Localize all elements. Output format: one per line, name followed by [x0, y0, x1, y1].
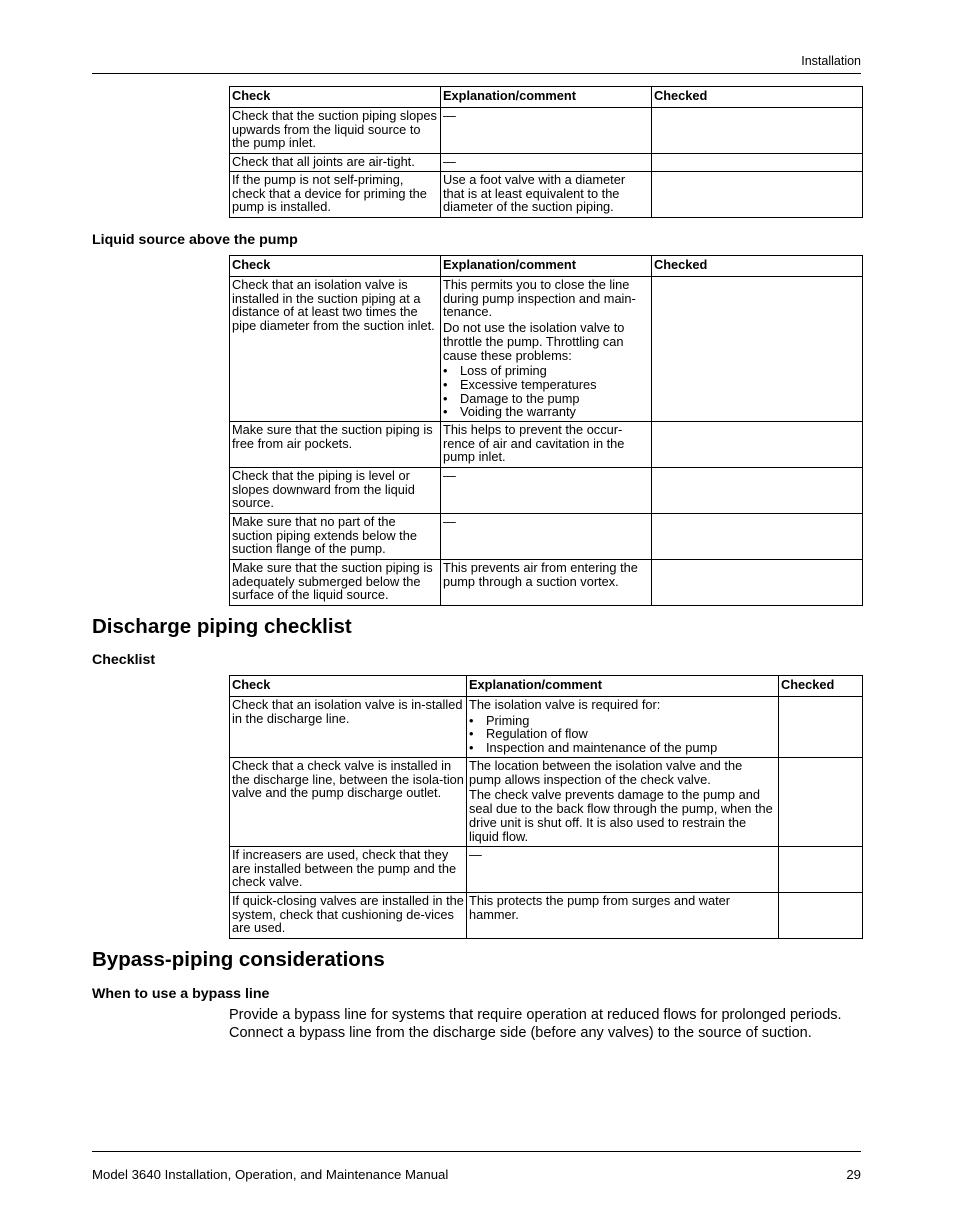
check-cell: Check that the piping is level or slopes downward from the liquid source.	[230, 468, 441, 514]
liquid-source-table	[229, 255, 863, 606]
table-row	[230, 108, 863, 154]
checked-cell	[779, 893, 863, 939]
comment-cell	[441, 277, 652, 422]
checked-cell	[652, 277, 863, 422]
table-row	[230, 468, 863, 514]
list-item: • Inspection and maintenance of the pump	[469, 741, 776, 755]
checked-cell	[779, 847, 863, 893]
column-header-checked: Checked	[652, 256, 863, 277]
comment-cell	[467, 697, 779, 758]
column-header-check: Check	[230, 256, 441, 277]
list-item: • Regulation of flow	[469, 727, 776, 741]
table-row	[230, 697, 863, 758]
comment-cell	[467, 758, 779, 847]
list-item: • Loss of priming	[443, 364, 649, 378]
check-cell: Make sure that the suction piping is adequately submerged below the surface of the liquid source.	[230, 560, 441, 606]
checked-cell	[652, 172, 863, 218]
check-cell: Check that all joints are air-tight.	[230, 154, 441, 172]
table-header-row	[230, 256, 863, 277]
section-title-bypass: Bypass-piping considerations	[92, 948, 385, 971]
column-header-checked: Checked	[779, 676, 863, 697]
column-header-comment: Explanation/comment	[467, 676, 779, 697]
comment-cell: Use a foot valve with a diameter that is at least equivalent to the diameter of the suction piping.	[441, 172, 652, 218]
comment-paragraph: This permits you to close the line during pump inspection and main-tenance.	[443, 277, 636, 320]
column-header-comment: Explanation/comment	[441, 256, 652, 277]
check-cell: Check that the suction piping slopes upwards from the liquid source to the pump inlet.	[230, 108, 441, 154]
check-cell: Make sure that no part of the suction piping extends below the suction flange of the pump.	[230, 514, 441, 560]
list-item: • Priming	[469, 714, 776, 728]
running-header: Installation	[801, 54, 861, 68]
check-cell: Check that an isolation valve is installed in the suction piping at a distance of at least two times the pipe diameter from the suction inlet.	[230, 277, 441, 422]
check-cell: If the pump is not self-priming, check that a device for priming the pump is installed.	[230, 172, 441, 218]
footer-manual-title: Model 3640 Installation, Operation, and Maintenance Manual	[92, 1167, 449, 1182]
check-cell: Check that an isolation valve is in-stalled in the discharge line.	[230, 697, 467, 758]
list-item: • Damage to the pump	[443, 392, 649, 406]
table-row	[230, 893, 863, 939]
check-cell: Check that a check valve is installed in the discharge line, between the isola-tion valve and the pump discharge outlet.	[230, 758, 467, 847]
column-header-check: Check	[230, 676, 467, 697]
check-cell: Make sure that the suction piping is free from air pockets.	[230, 422, 441, 468]
bullet-list	[469, 714, 776, 755]
header-rule	[92, 73, 861, 74]
checked-cell	[652, 154, 863, 172]
table-row	[230, 172, 863, 218]
checked-cell	[779, 758, 863, 847]
page-number: 29	[846, 1167, 861, 1182]
comment-cell: —	[441, 514, 652, 560]
checked-cell	[652, 108, 863, 154]
check-cell: If quick-closing valves are installed in the system, check that cushioning de-vices are used.	[230, 893, 467, 939]
table-row	[230, 560, 863, 606]
table-header-row	[230, 676, 863, 697]
footer-rule	[92, 1151, 861, 1152]
list-item: • Voiding the warranty	[443, 405, 649, 419]
comment-cell: —	[467, 847, 779, 893]
discharge-checklist-table	[229, 675, 863, 939]
subheading-bypass: When to use a bypass line	[92, 986, 270, 1002]
subheading-liquid-source: Liquid source above the pump	[92, 232, 298, 248]
table-row	[230, 154, 863, 172]
comment-cell: This protects the pump from surges and water hammer.	[467, 893, 779, 939]
comment-paragraph: Do not use the isolation valve to throttle the pump. Throttling can cause these problems:	[443, 320, 625, 363]
bypass-paragraph: Provide a bypass line for systems that require operation at reduced flows for prolonged periods. Connect a bypass line from the discharge side (before any valves) to the source of suction.	[229, 1007, 842, 1042]
table-row	[230, 422, 863, 468]
comment-cell: This helps to prevent the occur-rence of air and cavitation in the pump inlet.	[441, 422, 652, 468]
table-row	[230, 277, 863, 422]
table-header-row	[230, 87, 863, 108]
table-row	[230, 847, 863, 893]
comment-cell: This prevents air from entering the pump through a suction vortex.	[441, 560, 652, 606]
comment-paragraph: The isolation valve is required for:	[469, 697, 661, 712]
list-item: • Excessive temperatures	[443, 378, 649, 392]
suction-checklist-table	[229, 86, 863, 218]
check-cell: If increasers are used, check that they are installed between the pump and the check valve.	[230, 847, 467, 893]
comment-cell: —	[441, 468, 652, 514]
comment-paragraph: The check valve prevents damage to the pump and seal due to the back flow through the pump, when the drive unit is shut off. It is also used to restrain the liquid flow.	[469, 787, 773, 844]
section-title-discharge: Discharge piping checklist	[92, 615, 352, 638]
column-header-checked: Checked	[652, 87, 863, 108]
checked-cell	[652, 514, 863, 560]
checked-cell	[779, 697, 863, 758]
comment-cell: —	[441, 108, 652, 154]
bullet-list	[443, 364, 649, 419]
comment-cell: —	[441, 154, 652, 172]
table-row	[230, 514, 863, 560]
column-header-comment: Explanation/comment	[441, 87, 652, 108]
comment-paragraph: The location between the isolation valve and the pump allows inspection of the check valve.	[469, 758, 743, 787]
subheading-checklist: Checklist	[92, 652, 156, 668]
column-header-check: Check	[230, 87, 441, 108]
table-row	[230, 758, 863, 847]
checked-cell	[652, 422, 863, 468]
checked-cell	[652, 560, 863, 606]
checked-cell	[652, 468, 863, 514]
